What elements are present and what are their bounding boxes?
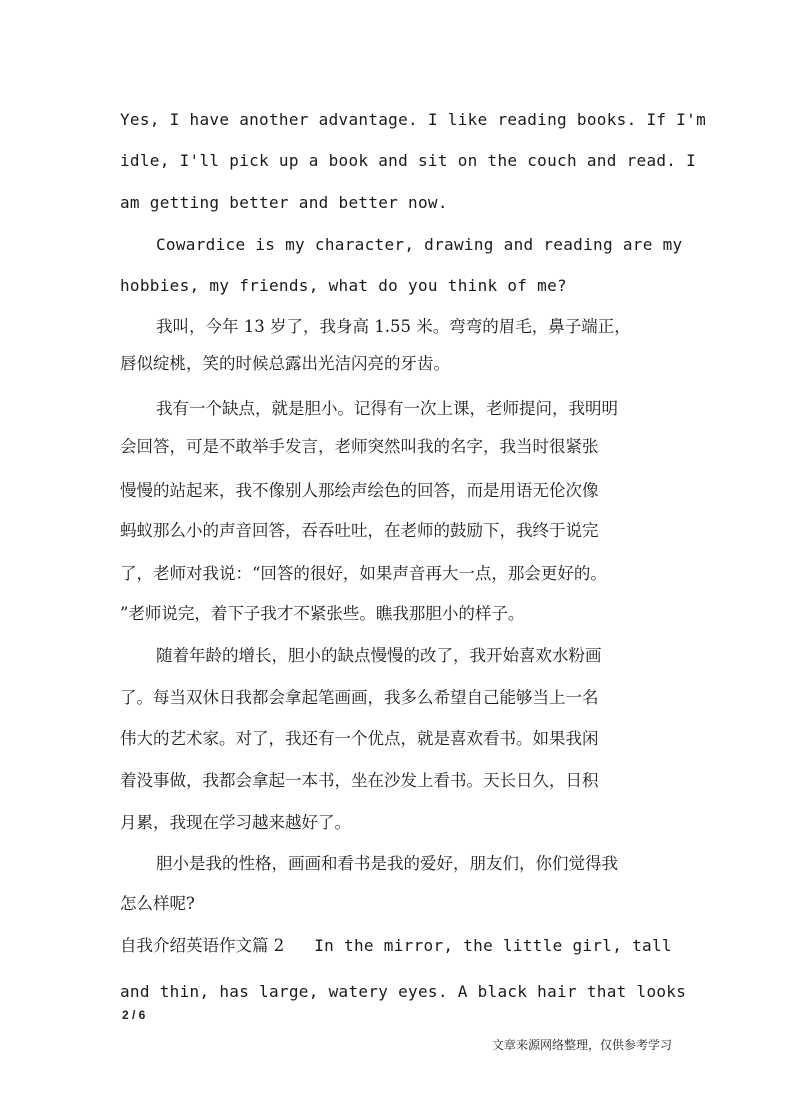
text-line: 慢慢的站起来，我不像别人那绘声绘色的回答，而是用语无伦次像	[120, 481, 599, 500]
text-line: ”老师说完，着下子我才不紧张些。瞧我那胆小的样子。	[120, 604, 525, 623]
text-line: 随着年龄的增长，胆小的缺点慢慢的改了，我开始喜欢水粉画	[156, 646, 602, 665]
heading-line	[120, 935, 672, 957]
text-line: 胆小是我的性格，画画和看书是我的爱好，朋友们，你们觉得我	[156, 854, 618, 873]
text-line: 月累，我现在学习越来越好了。	[120, 813, 351, 832]
text-line: idle, I'll pick up a book and sit on the couch and read. I	[120, 151, 697, 170]
text-line: In the mirror, the little girl, tall	[314, 936, 672, 955]
text-line: 会回答，可是不敢举手发言，老师突然叫我的名字，我当时很紧张	[120, 437, 599, 456]
text-line: am getting better and better now.	[120, 193, 448, 212]
page-number: 2 / 6	[122, 1008, 146, 1022]
text-line: 了。每当双休日我都会拿起笔画画，我多么希望自己能够当上一名	[120, 688, 599, 707]
text-line: 怎么样呢?	[120, 894, 195, 913]
footer-note: 文章来源网络整理，仅供参考学习	[491, 1038, 672, 1052]
text-line: 蚂蚁那么小的声音回答，吞吞吐吐，在老师的鼓励下，我终于说完	[120, 521, 599, 540]
section-heading: 自我介绍英语作文篇 2	[120, 936, 285, 955]
text-line: Cowardice is my character, drawing and reading are my	[156, 235, 683, 254]
text-line: 我有一个缺点，就是胆小。记得有一次上课，老师提问，我明明	[156, 399, 618, 418]
text-line: 伟大的艺术家。对了，我还有一个优点，就是喜欢看书。如果我闲	[120, 729, 599, 748]
text-line: and thin, has large, watery eyes. A black hair that looks	[120, 982, 687, 1001]
text-line: 着没事做，我都会拿起一本书，坐在沙发上看书。天长日久，日积	[120, 771, 599, 790]
text-line: 我叫，今年 13 岁了，我身高 1.55 米。弯弯的眉毛，鼻子端正，	[156, 317, 631, 336]
text-line: hobbies, my friends, what do you think of me?	[120, 276, 567, 295]
text-line: Yes, I have another advantage. I like reading books. If I'm	[120, 110, 707, 129]
text-line: 了，老师对我说：“回答的很好，如果声音再大一点，那会更好的。	[120, 564, 607, 583]
text-line: 唇似绽桃，笑的时候总露出光洁闪亮的牙齿。	[120, 354, 450, 373]
